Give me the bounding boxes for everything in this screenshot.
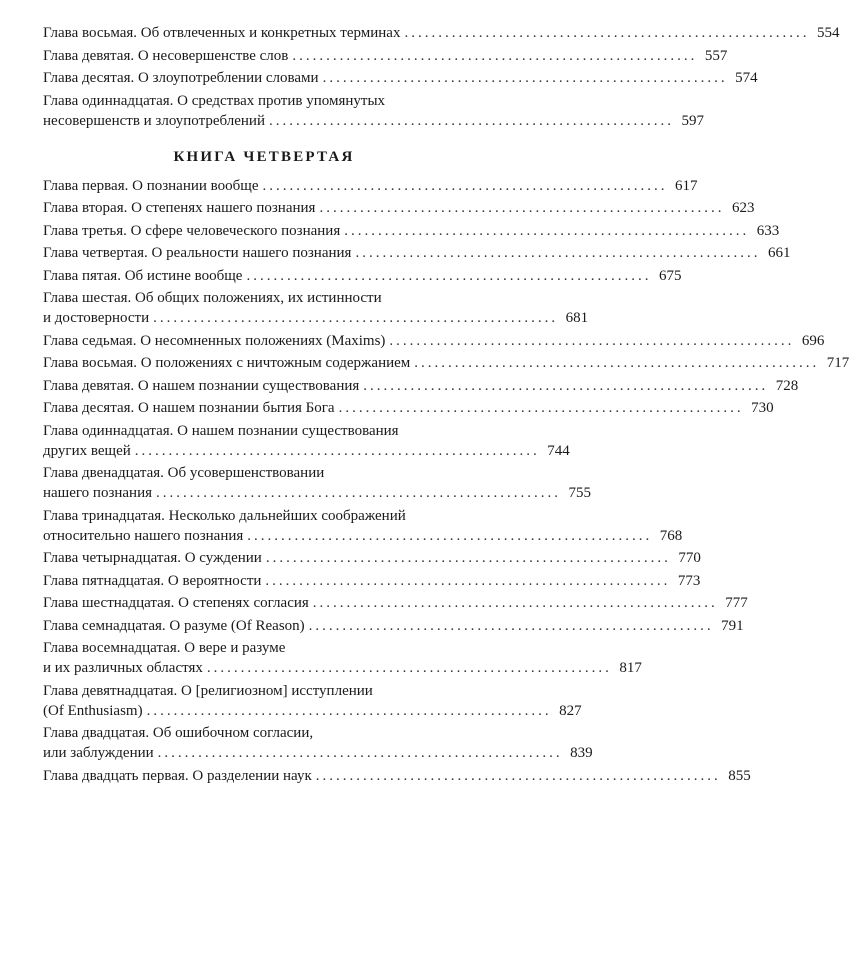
toc-entry-title-line: относительно нашего познания <box>43 527 244 544</box>
dot-leader: ............................................................ <box>344 222 750 239</box>
toc-entry-title-line: Глава четвертая. О реальности нашего познания <box>43 245 352 261</box>
toc-entry-title-line: Глава десятая. О злоупотреблении словами <box>43 70 319 86</box>
toc-top-list <box>43 23 840 131</box>
toc-entry-title-line: Глава седьмая. О несомненных положениях (Maxims) <box>43 332 386 349</box>
dot-leader: ............................................................ <box>322 70 728 86</box>
dot-leader: ............................................................ <box>247 527 653 544</box>
toc-entry-title-line: Глава девятая. О несовершенстве слов <box>43 47 289 64</box>
toc-entry-title-line: других вещей <box>43 442 131 459</box>
toc-entry-page-number: 597 <box>681 112 704 129</box>
dot-leader: ............................................................ <box>338 400 744 416</box>
toc-entry-title-line: Глава двадцатая. Об ошибочном согласии, <box>43 725 314 741</box>
dot-leader: ............................................................ <box>153 310 559 326</box>
dot-leader: ............................................................ <box>246 267 652 284</box>
toc-entry <box>43 638 642 678</box>
dot-leader: ............................................................ <box>157 745 563 761</box>
toc-entry <box>43 46 728 66</box>
toc-entry-page-number: 617 <box>674 177 698 194</box>
toc-entry-page-number: 681 <box>565 310 589 326</box>
toc-entry-page-number: 554 <box>816 25 840 41</box>
toc-entry-title-line: Глава двадцать первая. О разделении наук <box>43 767 312 784</box>
toc-entry <box>43 288 589 328</box>
dot-leader: ............................................................ <box>308 617 714 634</box>
toc-entry-title-line: нашего познания <box>43 485 153 501</box>
dot-leader: ............................................................ <box>319 200 725 216</box>
toc-entry-page-number: 696 <box>801 332 825 349</box>
toc-entry-title-line: Глава шестнадцатая. О степенях согласия <box>43 595 309 611</box>
toc-entry-title-line: Глава вторая. О степенях нашего познания <box>43 200 316 216</box>
toc-entry <box>43 376 799 396</box>
toc-entry-page-number: 773 <box>677 572 701 589</box>
dot-leader: ............................................................ <box>363 377 769 394</box>
dot-leader: ............................................................ <box>146 702 552 719</box>
toc-entry-title-line: Глава семнадцатая. О разуме (Of Reason) <box>43 617 305 634</box>
toc-entry-title-line: Глава девятнадцатая. О [религиозном] исступлении <box>43 682 373 699</box>
toc-entry <box>43 68 758 88</box>
toc-entry-title-line: или заблуждении <box>43 745 154 761</box>
toc-entry <box>43 593 748 613</box>
toc-entry <box>43 398 774 418</box>
dot-leader: ............................................................ <box>262 177 668 194</box>
toc-entry <box>43 766 751 786</box>
toc-book-four-list <box>43 176 849 786</box>
dot-leader: ............................................................ <box>355 245 761 261</box>
toc-entry <box>43 198 755 218</box>
toc-entry <box>43 616 744 636</box>
toc-entry-page-number: 855 <box>728 767 751 784</box>
toc-entry-page-number: 817 <box>619 660 642 676</box>
toc-entry-title-line: Глава восьмая. Об отвлеченных и конкретных терминах <box>43 25 401 41</box>
toc-entry-title-line: Глава восьмая. О положениях с ничтожным содержанием <box>43 355 411 371</box>
dot-leader: ............................................................ <box>265 572 671 589</box>
toc-entry-title-line: Глава одиннадцатая. О нашем познании существования <box>43 422 399 439</box>
dot-leader: ............................................................ <box>268 112 674 129</box>
toc-entry <box>43 353 849 373</box>
dot-leader: ............................................................ <box>292 47 698 64</box>
toc-entry <box>43 23 840 43</box>
toc-entry-title-line: Глава шестая. Об общих положениях, их истинности <box>43 290 382 306</box>
toc-entry-page-number: 717 <box>826 355 849 371</box>
toc-entry-page-number: 623 <box>731 200 755 216</box>
toc-entry-title-line: Глава одиннадцатая. О средствах против упомянутых <box>43 92 386 109</box>
toc-entry-title-line: и достоверности <box>43 310 150 326</box>
toc-entry-title-line: Глава десятая. О нашем познании бытия Бога <box>43 400 335 416</box>
toc-entry-title-line: Глава двенадцатая. Об усовершенствовании <box>43 465 325 481</box>
table-of-contents <box>43 23 849 788</box>
toc-entry <box>43 571 701 591</box>
toc-entry-page-number: 777 <box>725 595 748 611</box>
toc-entry-title-line: Глава тринадцатая. Несколько дальнейших соображений <box>43 507 406 524</box>
toc-entry <box>43 266 682 286</box>
toc-entry-title-line: Глава третья. О сфере человеческого познания <box>43 222 341 239</box>
toc-entry <box>43 331 825 351</box>
toc-entry-page-number: 574 <box>735 70 758 86</box>
toc-entry-page-number: 744 <box>547 442 570 459</box>
toc-entry <box>43 681 582 721</box>
dot-leader: ............................................................ <box>134 442 540 459</box>
section-heading: КНИГА ЧЕТВЕРТАЯ <box>173 148 355 165</box>
toc-entry <box>43 723 593 763</box>
toc-entry-page-number: 633 <box>756 222 780 239</box>
dot-leader: ............................................................ <box>414 355 820 371</box>
toc-entry-page-number: 791 <box>721 617 744 634</box>
toc-entry <box>43 176 698 196</box>
toc-entry-title-line: Глава пятнадцатая. О вероятности <box>43 572 262 589</box>
toc-entry-page-number: 557 <box>704 47 728 64</box>
toc-entry-page-number: 770 <box>678 550 701 566</box>
toc-entry <box>43 91 704 131</box>
dot-leader: ............................................................ <box>404 25 810 41</box>
toc-entry <box>43 243 791 263</box>
toc-entry <box>43 548 701 568</box>
toc-entry-title-line: (Of Enthusiasm) <box>43 702 143 719</box>
toc-entry-title-line: Глава девятая. О нашем познании существования <box>43 377 360 394</box>
toc-entry-title-line: и их различных областях <box>43 660 203 676</box>
toc-entry-page-number: 730 <box>751 400 774 416</box>
toc-entry <box>43 463 592 503</box>
toc-entry-title-line: Глава четырнадцатая. О суждении <box>43 550 262 566</box>
dot-leader: ............................................................ <box>156 485 562 501</box>
dot-leader: ............................................................ <box>315 767 721 784</box>
toc-entry-page-number: 839 <box>570 745 593 761</box>
toc-entry-title-line: Глава восемнадцатая. О вере и разуме <box>43 640 286 656</box>
toc-entry-page-number: 827 <box>559 702 582 719</box>
toc-entry <box>43 221 780 241</box>
dot-leader: ............................................................ <box>389 332 795 349</box>
toc-entry-title-line: Глава пятая. Об истине вообще <box>43 267 243 284</box>
toc-entry-page-number: 675 <box>658 267 682 284</box>
toc-entry <box>43 506 683 546</box>
dot-leader: ............................................................ <box>206 660 612 676</box>
toc-entry-page-number: 661 <box>767 245 791 261</box>
toc-entry-title-line: несовершенств и злоупотреблений <box>43 112 265 129</box>
dot-leader: ............................................................ <box>265 550 671 566</box>
dot-leader: ............................................................ <box>312 595 718 611</box>
toc-entry-page-number: 728 <box>775 377 799 394</box>
toc-entry-page-number: 755 <box>568 485 592 501</box>
toc-entry-page-number: 768 <box>659 527 683 544</box>
toc-entry-title-line: Глава первая. О познании вообще <box>43 177 259 194</box>
toc-entry <box>43 421 570 461</box>
